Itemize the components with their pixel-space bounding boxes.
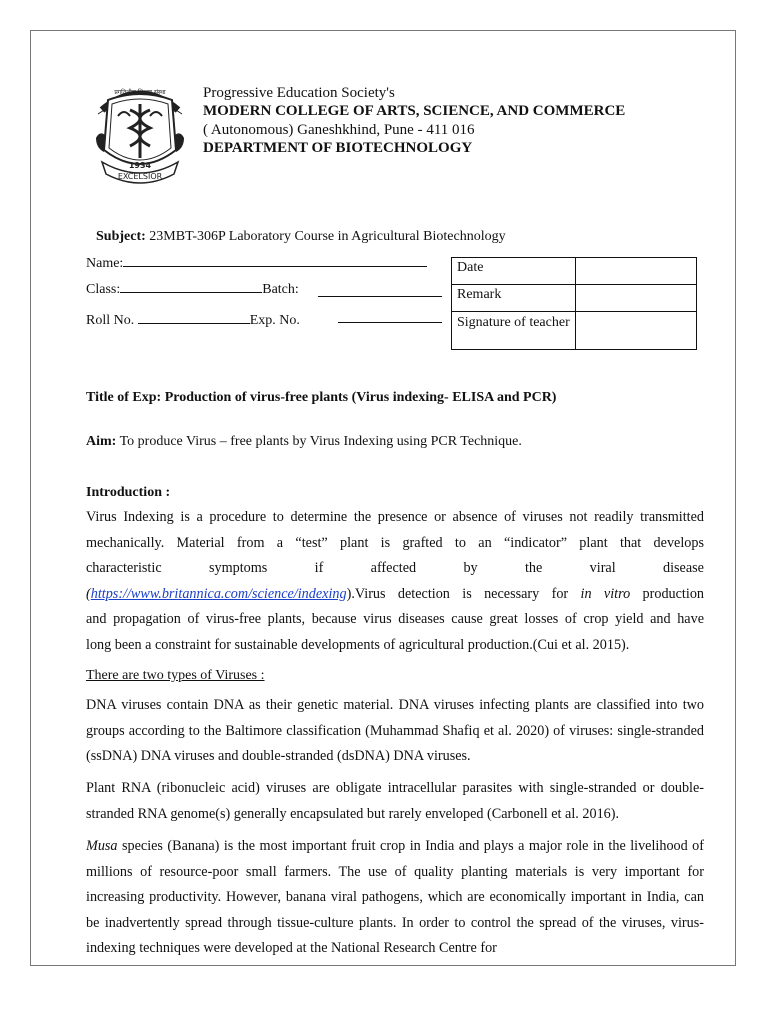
exp-label: Exp. No. bbox=[249, 313, 300, 328]
college-name: MODERN COLLEGE OF ARTS, SCIENCE, AND COMMERCE bbox=[203, 103, 626, 119]
introduction-heading: Introduction : bbox=[86, 485, 171, 500]
word: viral bbox=[589, 560, 616, 576]
intro-line-3 bbox=[86, 556, 704, 582]
roll-blank[interactable] bbox=[138, 311, 250, 324]
table-row bbox=[452, 258, 697, 285]
logo-motto: EXCELSIOR bbox=[117, 172, 163, 181]
intro-line-4 bbox=[86, 582, 704, 608]
intro-line-2: mechanically. Material from a “test” plant is grafted to an “indicator” plant that develops bbox=[86, 534, 704, 551]
dna-paragraph: DNA viruses contain DNA as their genetic material. DNA viruses infecting plants are classified into two groups according to the Baltimore classification (Muhammad Shafiq et al. 2020) of viruses: single-stranded (ssDNA) DNA viruses and double-stranded (dsDNA) DNA viruses. bbox=[86, 697, 704, 764]
exp-blank[interactable] bbox=[338, 310, 442, 328]
logo-year: 1934 bbox=[128, 161, 152, 170]
table-row bbox=[452, 312, 697, 350]
college-emblem-logo bbox=[90, 80, 190, 185]
roll-field bbox=[86, 311, 300, 329]
word: by bbox=[463, 560, 478, 576]
table-key-signature: Signature of teacher bbox=[452, 312, 576, 350]
subject-line bbox=[96, 229, 506, 245]
table-value-date[interactable] bbox=[576, 258, 697, 285]
college-address: ( Autonomous) Ganeshkhind, Pune - 411 016 bbox=[203, 122, 475, 138]
aim-text: To produce Virus – free plants by Virus Indexing using PCR Technique. bbox=[119, 434, 522, 449]
britannica-link[interactable]: https://www.britannica.com/science/indexing bbox=[90, 585, 347, 602]
musa-text: species (Banana) is the most important fruit crop in India and plays a major role in the livelihood of millions of resource-poor small farmers. The use of quality planting materials is very important for increasing productivity. However, banana viral pathogens, which are economically important in India, can be inadvertently spread through tissue-culture plants. In order to control the spread of the viruses, virus-indexing techniques were developed at the National Research Centre for bbox=[86, 838, 704, 956]
musa-italic: Musa bbox=[86, 838, 118, 854]
table-key-date: Date bbox=[452, 258, 576, 285]
subject-label: Subject: bbox=[96, 229, 146, 244]
table-key-remark: Remark bbox=[452, 285, 576, 312]
class-field bbox=[86, 280, 299, 298]
word: symptoms bbox=[208, 560, 268, 576]
experiment-title: Title of Exp: Production of virus-free plants (Virus indexing- ELISA and PCR) bbox=[86, 390, 557, 405]
society-name: Progressive Education Society's bbox=[203, 85, 395, 101]
intro-line-1: Virus Indexing is a procedure to determine the presence or absence of viruses not readily transmitted bbox=[86, 509, 704, 525]
introduction-paragraph bbox=[86, 505, 704, 658]
name-field bbox=[86, 254, 427, 272]
musa-paragraph bbox=[86, 834, 704, 962]
info-table bbox=[451, 257, 697, 350]
in-vitro-text: in vitro bbox=[580, 585, 631, 602]
intro-line-5: and propagation of virus-free plants, because virus diseases cause great losses of crop yield and have bbox=[86, 611, 704, 627]
batch-blank[interactable] bbox=[318, 284, 442, 302]
rna-paragraph: Plant RNA (ribonucleic acid) viruses are obligate intracellular parasites with single-stranded or double-stranded RNA genome(s) generally encapsulated but rarely enveloped (Carbonell et al. 2016). bbox=[86, 780, 704, 822]
intro-after-link: ).Virus detection is necessary for bbox=[346, 585, 581, 602]
aim-line bbox=[86, 434, 522, 450]
batch-label: Batch: bbox=[262, 282, 299, 297]
word: affected bbox=[370, 560, 417, 576]
department-name: DEPARTMENT OF BIOTECHNOLOGY bbox=[203, 140, 473, 156]
table-value-signature[interactable] bbox=[576, 312, 697, 350]
table-value-remark[interactable] bbox=[576, 285, 697, 312]
class-label: Class: bbox=[86, 282, 121, 297]
name-label: Name: bbox=[86, 256, 124, 271]
aim-label: Aim: bbox=[86, 434, 117, 449]
roll-label: Roll No. bbox=[86, 313, 135, 328]
name-blank[interactable] bbox=[123, 254, 427, 267]
logo-top-text: प्रगतिशील शिक्षण संस्था bbox=[114, 89, 166, 96]
class-blank[interactable] bbox=[120, 280, 262, 293]
virus-types-heading: There are two types of Viruses : bbox=[86, 668, 265, 683]
intro-after-italic: production bbox=[630, 585, 705, 602]
open-paren: ( bbox=[86, 585, 91, 602]
word: if bbox=[314, 560, 324, 576]
word: characteristic bbox=[86, 560, 162, 576]
table-row bbox=[452, 285, 697, 312]
intro-line-6: long been a constraint for sustainable developments of agricultural production.(Cui et al. 2015). bbox=[86, 636, 630, 653]
word: disease bbox=[663, 560, 704, 576]
word: the bbox=[524, 560, 543, 576]
subject-value: 23MBT-306P Laboratory Course in Agricultural Biotechnology bbox=[149, 229, 506, 244]
